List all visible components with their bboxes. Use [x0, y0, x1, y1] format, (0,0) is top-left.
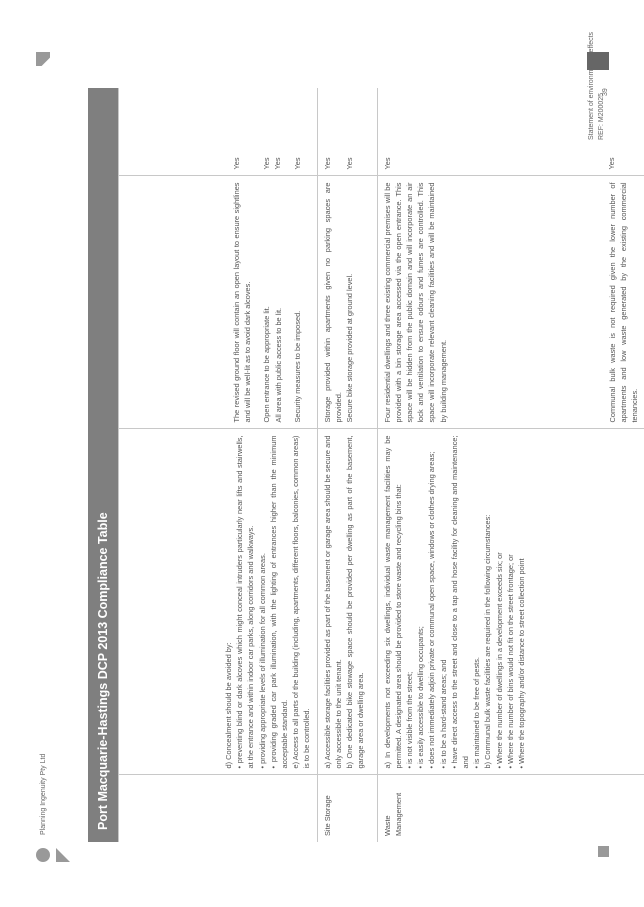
- requirement-text: d) Concealment should be avoided by:: [224, 642, 233, 769]
- compliance-yes: Yes: [344, 157, 354, 170]
- response-text: All area with public access to be lit.: [273, 307, 283, 423]
- requirement-text: a) In developments not exceeding six dwellings, individual waste management facilities may be permitted. A designated area should be provided to store waste and recycling bins that:: [382, 435, 403, 769]
- compliance-cell: [317, 88, 377, 176]
- response-text: The revised ground floor will contain an open layout to ensure sightlines and will be well-lit as to avoid dark alcoves.: [232, 182, 253, 423]
- compliance-table: [118, 88, 644, 842]
- requirement-text: • preventing blind or dark alcoves which might conceal intruders particularly near lifts and stairwells, at the entrance and within indoor car parks, along corridors and walkways.: [235, 435, 256, 769]
- table-row: [377, 88, 644, 842]
- logo-circle-icon: [36, 848, 50, 862]
- requirement-cell: [377, 429, 644, 775]
- requirement-cell: [119, 429, 318, 775]
- response-text: Four residential dwellings and three existing commercial premises will be provided with a bin storage area accessed via the open entrance. This space will be hidden from the public domain and will incorporate an air lock and ventilation to ensure odours and fumes are controlled. This space will incorporate relevant cleaning facilities and will be maintained by building management.: [382, 182, 448, 423]
- compliance-yes: Yes: [382, 157, 392, 170]
- response-text: Secure bike storage provided at ground level.: [345, 273, 355, 423]
- corner-mark-top-left: [36, 52, 50, 66]
- topic-cell: [119, 775, 318, 842]
- document-ref: REF: M200025: [598, 92, 605, 140]
- requirement-text: • have direct access to the street and close to a tap and hose facility for cleaning and maintenance; and: [449, 435, 471, 769]
- compliance-yes: Yes: [262, 157, 272, 170]
- response-text: Communal bulk waste is not required given the lower number of apartments and low waste generated by the existing commercial tenancies.: [607, 182, 640, 423]
- response-cell: [119, 176, 318, 429]
- requirement-text: • providing graded car park illumination, with the lighting of entrances higher than the minimum acceptable standard.: [268, 435, 290, 769]
- table-row: [119, 88, 318, 842]
- requirement-text: • is to be a hard-stand areas; and: [438, 659, 448, 769]
- compliance-yes: Yes: [273, 157, 283, 170]
- compliance-yes: Yes: [322, 157, 332, 170]
- requirement-text: b) One dedicated bike stowage space should be provided per dwelling as part of the basement, garage area or dwelling area.: [345, 435, 366, 769]
- response-cell: [317, 176, 377, 429]
- table-row: [317, 88, 377, 842]
- requirement-text: e) Access to all parts of the building (including, apartments, different floors, balconies, common areas) is to be controlled.: [291, 435, 312, 769]
- compliance-cell: [119, 88, 318, 176]
- document-title: Statement of environmental effects: [588, 31, 595, 140]
- page-number: 39: [602, 88, 609, 96]
- response-cell: [377, 176, 644, 429]
- compliance-cell: [377, 88, 644, 176]
- response-text: Open entrance to be appropriate lit.: [262, 306, 272, 423]
- response-text: Security measures to be imposed.: [292, 310, 302, 423]
- requirement-cell: [317, 429, 377, 775]
- requirement-text: • is maintained to be free of pests.: [472, 657, 482, 769]
- requirement-text: • Where the number of bins would not fit on the street frontage; or: [505, 554, 515, 769]
- requirement-text: • is easily accessible to dwelling occupants;: [416, 626, 426, 769]
- compliance-yes: Yes: [292, 157, 302, 170]
- table-title: Port Macquarie-Hastings DCP 2013 Compliance Table: [88, 88, 118, 842]
- requirement-text: • providing appropriate levels of illumination for all common areas.: [257, 553, 267, 769]
- logo-triangle-icon: [56, 848, 70, 862]
- requirement-text: a) Accessible storage facilities provided as part of the basement or garage area should be secure and only accessible to the unit tenant.: [322, 435, 343, 769]
- requirement-text: • Where the number of dwellings in a development exceeds six; or: [494, 552, 504, 769]
- corner-mark-bottom-right: [598, 846, 609, 857]
- response-text: Storage provided within apartments given no parking spaces are provided.: [322, 182, 343, 423]
- requirement-text: • does not immediately adjoin private or communal open space, windows or clothes drying areas;: [427, 451, 437, 769]
- requirement-text: b) Communal bulk waste facilities are required in the following circumstances:: [483, 514, 493, 769]
- requirement-text: • is not visible from the street;: [405, 671, 415, 769]
- company-name: Planning Ingenuity Pty Ltd: [40, 753, 47, 835]
- compliance-yes: Yes: [606, 157, 616, 170]
- requirement-text: • Where the topography and/or distance to street collection point: [517, 558, 527, 769]
- topic-cell: Waste Management: [377, 775, 644, 842]
- topic-cell: Site Storage: [317, 775, 377, 842]
- compliance-yes: Yes: [232, 157, 241, 170]
